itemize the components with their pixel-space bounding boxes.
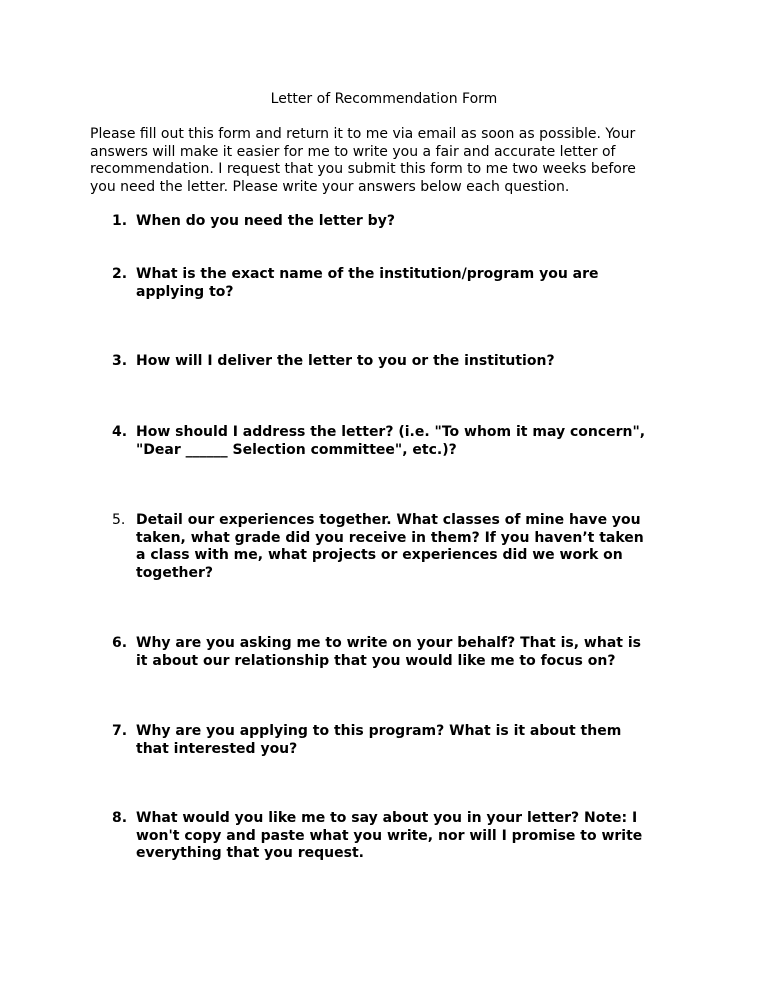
question-text: Why are you asking me to write on your behalf? That is, what is it about our relationship that you would like me to focus on?	[136, 635, 641, 669]
question-text: Why are you applying to this program? What is it about them that interested you?	[136, 723, 622, 757]
question-number: 7.	[112, 723, 128, 739]
question-number: 1.	[112, 213, 128, 229]
question-4	[112, 424, 692, 459]
question-number: 8.	[112, 810, 128, 826]
document-title: Letter of Recommendation Form	[270, 91, 498, 107]
question-number: 3.	[112, 353, 128, 369]
question-5	[112, 512, 692, 582]
question-number: 4.	[112, 424, 128, 440]
question-text: How will I deliver the letter to you or the institution?	[136, 353, 555, 369]
question-number: 5.	[112, 512, 126, 528]
question-3	[112, 353, 692, 371]
question-1	[112, 213, 692, 231]
question-8	[112, 810, 692, 863]
question-text: Detail our experiences together. What classes of mine have you taken, what grade did you receive in them? If you haven’t taken a class with me, what projects or experiences did we work on together?	[136, 512, 644, 581]
question-text: How should I address the letter? (i.e. "To whom it may concern", "Dear ______ Selection committee", etc.)?	[136, 424, 646, 458]
question-text: What is the exact name of the institution/program you are applying to?	[136, 266, 599, 300]
question-2	[112, 266, 692, 301]
question-number: 6.	[112, 635, 128, 651]
intro-paragraph: Please fill out this form and return it to me via email as soon as possible. Your answers will make it easier for me to write you a fair and accurate letter of recommendation. I request that you submit this form to me two weeks before you need the letter. Please write your answers below each question.	[90, 126, 636, 195]
question-number: 2.	[112, 266, 128, 282]
question-text: When do you need the letter by?	[136, 213, 395, 229]
question-text: What would you like me to say about you in your letter? Note: I won't copy and paste what you write, nor will I promise to write everything that you request.	[136, 810, 643, 861]
question-6	[112, 635, 692, 670]
question-7	[112, 723, 692, 758]
